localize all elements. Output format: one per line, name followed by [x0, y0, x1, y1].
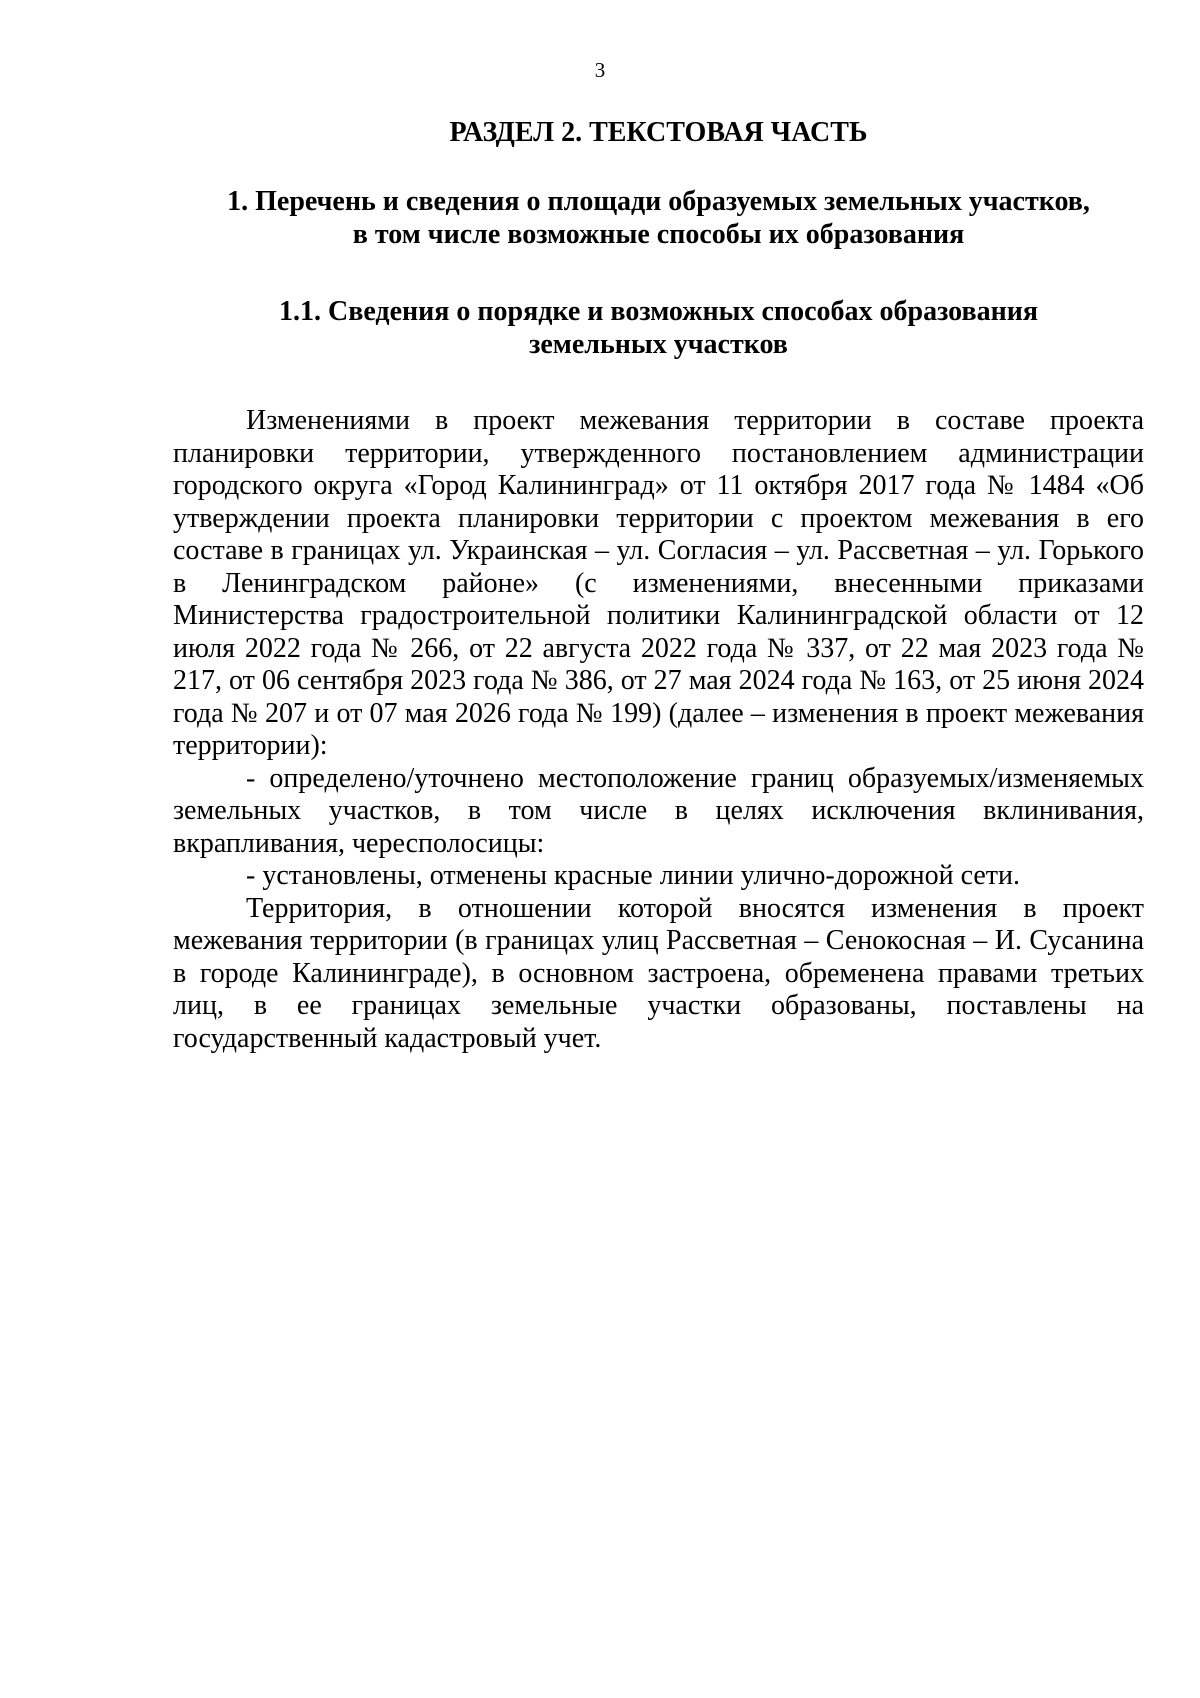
paragraph-amendments: Изменениями в проект межевания территории в составе проекта планировки территории, утвержденного постановлением администрации городского округа «Город Калининград» от 11 октября 2017 года № 1484 «Об утверждении проекта планировки территории с проектом межевания в его составе в границах ул. Украинская – ул. Согласия – ул. Рассветная – ул. Горького в Ленинградском районе» (с изменениями, внесенными приказами Министерства градостроительной политики Калининградской области от 12 июля 2022 года № 266, от 22 августа 2022 года № 337, от 22 мая 2023 года № 217, от 06 сентября 2023 года № 386, от 27 мая 2024 года № 163, от 25 июня 2024 года № 207 и от 07 мая 2026 года № 199) (далее – изменения в проект межевания территории): [173, 405, 1144, 761]
list-item-boundaries: - определено/уточнено местоположение границ образуемых/изменяемых земельных участков, в том числе в целях исключения вклинивания, вкрапливания, чересполосицы: [173, 762, 1144, 859]
subheading-line-1: 1.1. Сведения о порядке и возможных способах образования [279, 296, 1038, 327]
paragraph-territory: Территория, в отношении которой вносятся изменения в проект межевания территории (в границах улиц Рассветная – Сенокосная – И. Сусанина в городе Калининграде), в основном застроена, обременена правами третьих лиц, в ее границах земельные участки образованы, поставлены на государственный кадастровый учет. [173, 892, 1144, 1054]
heading-formation-methods [173, 295, 1144, 361]
heading-list-of-land-plots [173, 185, 1144, 251]
list-item-red-lines: - установлены, отменены красные линии улично-дорожной сети. [246, 860, 1021, 891]
document-content [173, 116, 1144, 1055]
subheading-line-2: земельных участков [529, 329, 788, 360]
heading-line-2: в том числе возможные способы их образования [352, 219, 965, 250]
section-title: РАЗДЕЛ 2. ТЕКСТОВАЯ ЧАСТЬ [449, 117, 868, 148]
heading-line-1: 1. Перечень и сведения о площади образуемых земельных участков, [227, 186, 1090, 217]
body-text [173, 405, 1144, 1055]
page-number: 3 [594, 58, 606, 82]
